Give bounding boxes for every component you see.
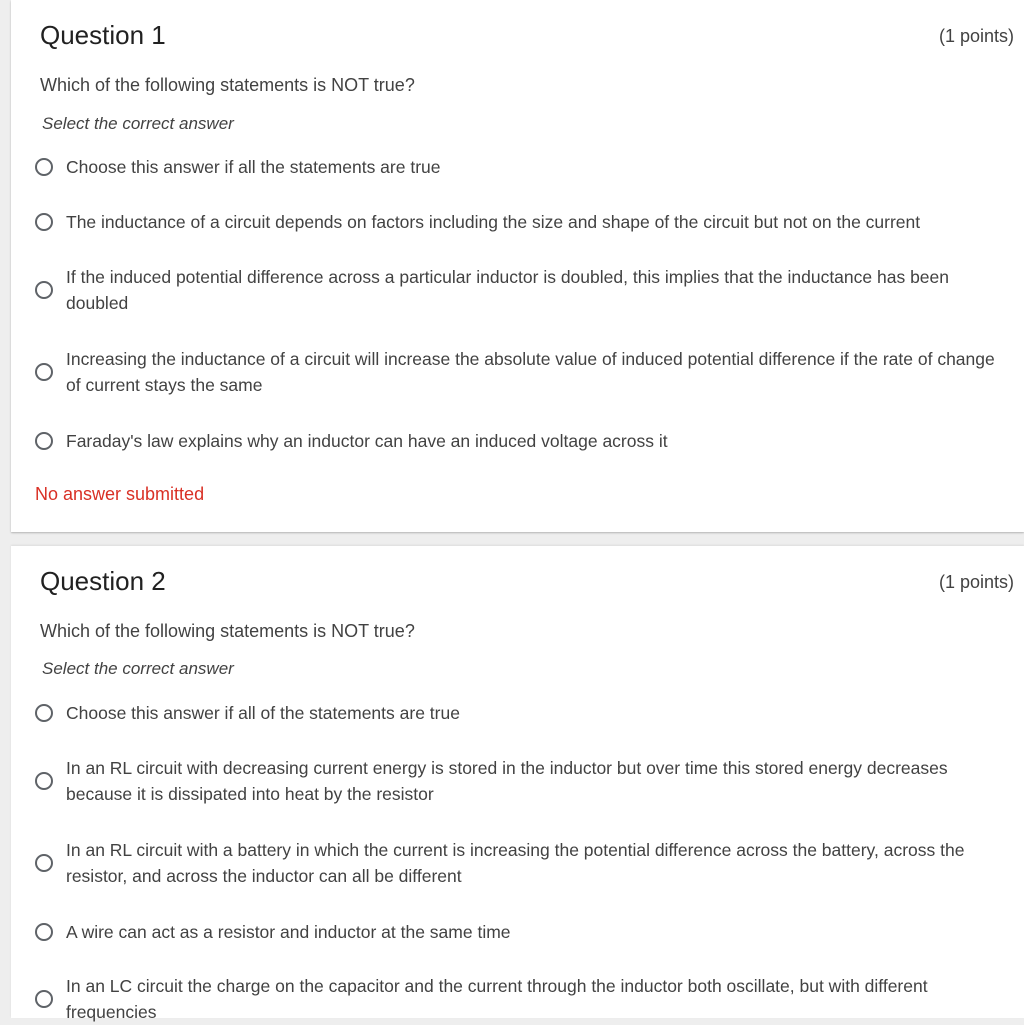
option-label: In an RL circuit with a battery in which the current is increasing the potential difference across the battery, across the resistor, and across the inductor can all be different <box>66 840 965 886</box>
radio-button-icon[interactable] <box>35 772 53 790</box>
question-1-card <box>11 0 1024 532</box>
radio-button-icon[interactable] <box>35 363 53 381</box>
question-2-option-2[interactable] <box>35 755 995 807</box>
question-1-option-2[interactable] <box>35 209 995 235</box>
question-2-points: (1 points) <box>938 572 1014 592</box>
radio-button-icon[interactable] <box>35 158 53 176</box>
question-1-option-4[interactable] <box>35 346 995 398</box>
option-label: Increasing the inductance of a circuit will increase the absolute value of induced potential difference if the rate of change of current stays the same <box>66 349 995 395</box>
question-1-points: (1 points) <box>938 26 1014 46</box>
option-label: Faraday's law explains why an inductor can have an induced voltage across it <box>66 431 668 451</box>
option-label: Choose this answer if all of the statements are true <box>66 703 460 723</box>
question-1-option-5[interactable] <box>35 428 995 454</box>
question-2-option-3[interactable] <box>35 837 995 889</box>
question-2-prompt: Which of the following statements is NOT true? <box>40 621 415 641</box>
submission-status: No answer submitted <box>35 484 205 504</box>
radio-button-icon[interactable] <box>35 432 53 450</box>
question-2-title: Question 2 <box>40 566 166 596</box>
question-1-instruction: Select the correct answer <box>42 114 234 133</box>
question-2-card <box>11 546 1024 1022</box>
radio-button-icon[interactable] <box>35 281 53 299</box>
question-1-option-3[interactable] <box>35 264 995 316</box>
question-1-prompt: Which of the following statements is NOT true? <box>40 75 415 95</box>
question-2-option-4[interactable] <box>35 919 995 945</box>
question-2-option-5[interactable] <box>35 973 995 1025</box>
radio-button-icon[interactable] <box>35 704 53 722</box>
question-2-instruction: Select the correct answer <box>42 659 234 678</box>
question-1-title: Question 1 <box>40 20 166 50</box>
radio-button-icon[interactable] <box>35 990 53 1008</box>
radio-button-icon[interactable] <box>35 854 53 872</box>
option-label: In an LC circuit the charge on the capacitor and the current through the inductor both oscillate, but with different frequencies <box>66 976 928 1022</box>
option-label: If the induced potential difference across a particular inductor is doubled, this implies that the inductance has been doubled <box>66 267 949 313</box>
option-label: The inductance of a circuit depends on factors including the size and shape of the circuit but not on the current <box>66 212 921 232</box>
question-2-option-1[interactable] <box>35 700 995 726</box>
option-label: In an RL circuit with decreasing current energy is stored in the inductor but over time this stored energy decreases because it is dissipated into heat by the resistor <box>66 758 948 804</box>
radio-button-icon[interactable] <box>35 923 53 941</box>
option-label: A wire can act as a resistor and inductor at the same time <box>66 922 511 942</box>
option-label: Choose this answer if all the statements are true <box>66 157 441 177</box>
radio-button-icon[interactable] <box>35 213 53 231</box>
question-1-option-1[interactable] <box>35 154 995 180</box>
